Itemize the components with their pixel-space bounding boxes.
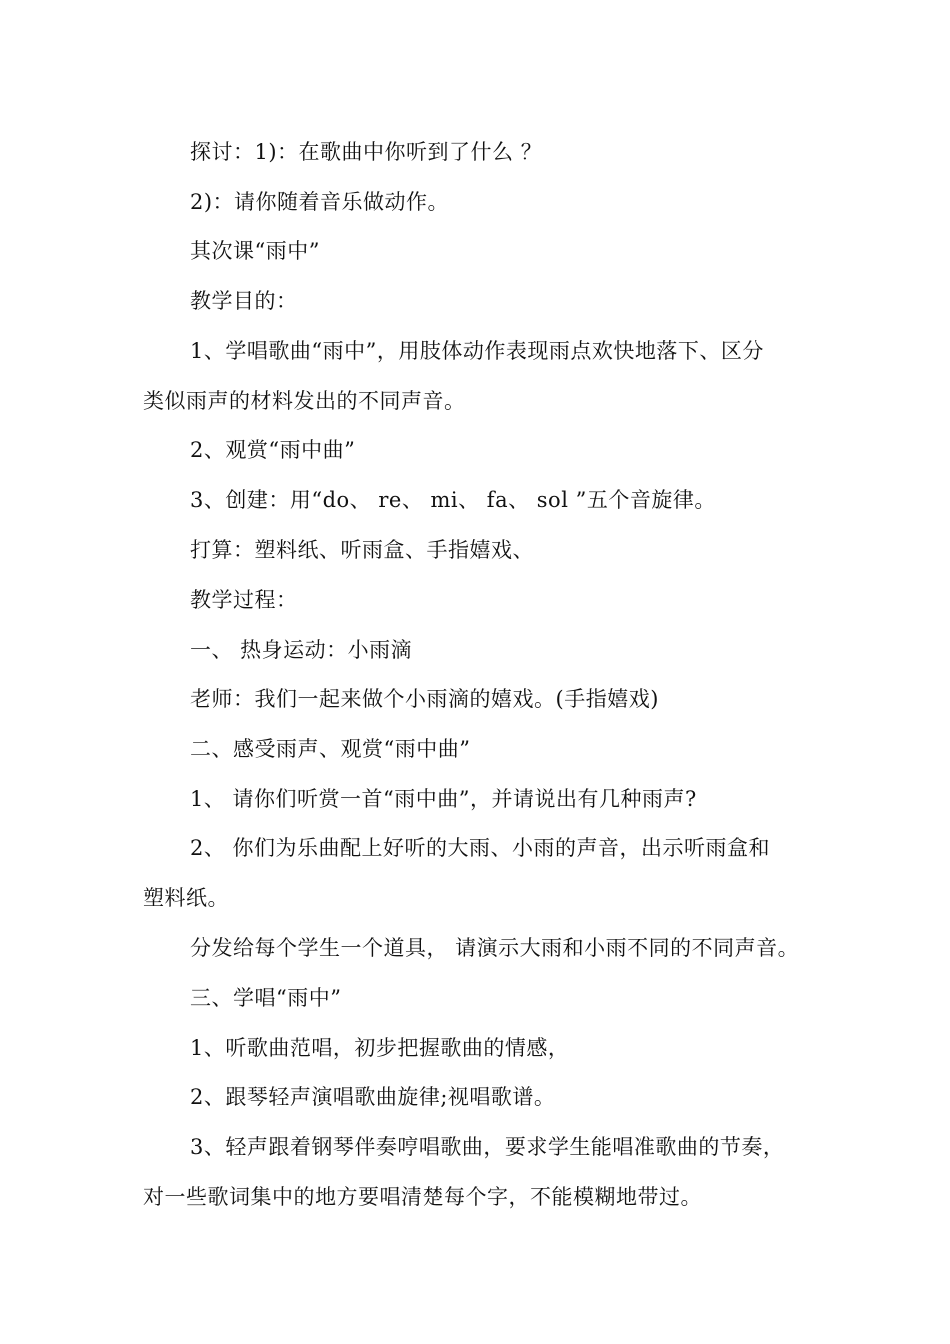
objective-3: 3、创建：用“do、 re、 mi、 fa、 sol ”五个音旋律。 (190, 488, 716, 512)
teacher-line: 老师：我们一起来做个小雨滴的嬉戏。(手指嬉戏) (190, 687, 659, 711)
distribution-line: 分发给每个学生一个道具， 请演示大雨和小雨不同的不同声音。 (190, 936, 800, 960)
objective-2: 2、观赏“雨中曲” (190, 438, 356, 462)
section-2-item-2-continued: 塑料纸。 (143, 886, 229, 910)
section-3-item-1: 1、听歌曲范唱，初步把握歌曲的情感， (190, 1036, 570, 1060)
section-3-item-3-continued: 对一些歌词集中的地方要唱清楚每个字，不能模糊地带过。 (143, 1185, 702, 1209)
discussion-line-2: 2)：请你随着音乐做动作。 (190, 190, 450, 214)
lesson-title: 其次课“雨中” (190, 239, 320, 263)
section-3-item-2: 2、跟琴轻声演唱歌曲旋律;视唱歌谱。 (190, 1085, 556, 1109)
section-1-heading: 一、 热身运动：小雨滴 (190, 638, 413, 662)
preparation-line: 打算：塑料纸、听雨盒、手指嬉戏、 (190, 538, 534, 562)
section-2-heading: 二、感受雨声、观赏“雨中曲” (190, 737, 471, 761)
section-2-item-1: 1、 请你们听赏一首“雨中曲”，并请说出有几种雨声? (190, 787, 697, 811)
section-3-item-3: 3、轻声跟着钢琴伴奏哼唱歌曲，要求学生能唱准歌曲的节奏， (190, 1135, 785, 1159)
objectives-heading: 教学目的： (190, 289, 298, 313)
section-2-item-2: 2、 你们为乐曲配上好听的大雨、小雨的声音，出示听雨盒和 (190, 836, 771, 860)
discussion-line: 探讨：1)：在歌曲中你听到了什么 ？ (190, 140, 543, 164)
objective-1: 1、学唱歌曲“雨中”，用肢体动作表现雨点欢快地落下、区分 (190, 339, 764, 363)
objective-1-continued: 类似雨声的材料发出的不同声音。 (143, 389, 466, 413)
section-3-heading: 三、学唱“雨中” (190, 986, 342, 1010)
process-heading: 教学过程： (190, 588, 298, 612)
